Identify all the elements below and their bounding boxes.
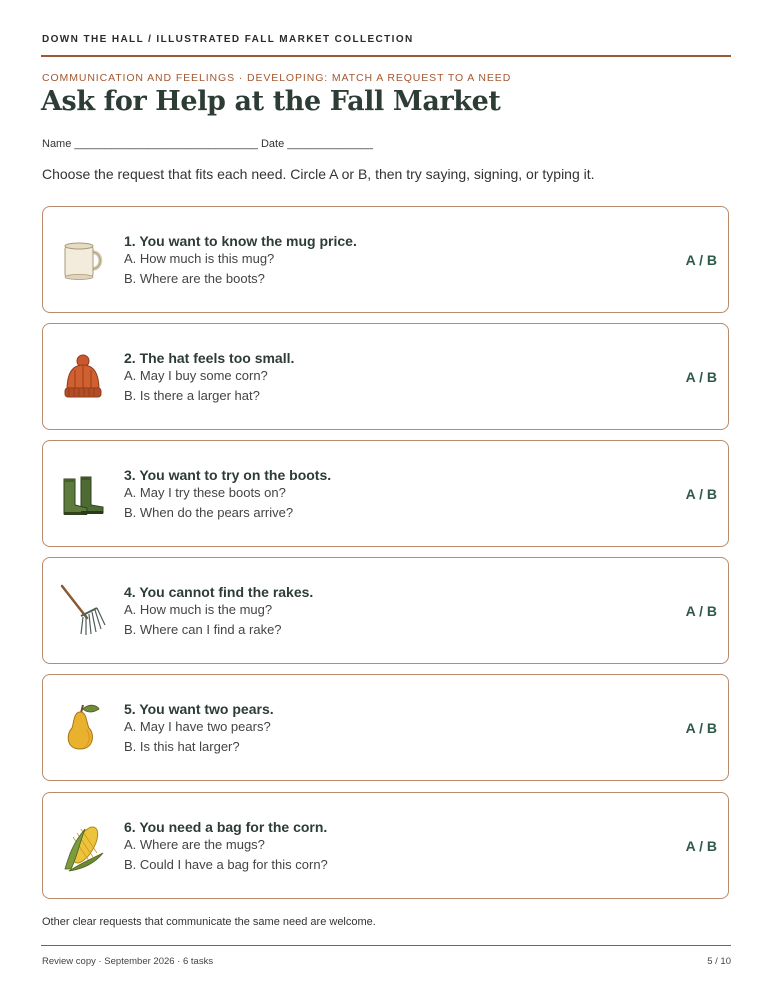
- collection-label: DOWN THE HALL / ILLUSTRATED FALL MARKET COLLECTION: [42, 34, 414, 45]
- section-kicker: COMMUNICATION AND FEELINGS · DEVELOPING: MATCH A REQUEST TO A NEED: [42, 72, 512, 84]
- footer-divider: [41, 945, 731, 946]
- task-prompt: 1. You want to know the mug price.: [124, 233, 357, 249]
- page-number: 5 / 10: [707, 956, 731, 967]
- corn-icon: [59, 819, 107, 873]
- header-divider: [41, 55, 731, 57]
- task-prompt: 4. You cannot find the rakes.: [124, 584, 314, 600]
- option-b: B. Is there a larger hat?: [124, 388, 260, 403]
- task-text-2: [124, 350, 294, 403]
- option-b: B. Where are the boots?: [124, 271, 265, 286]
- mug-icon: [59, 233, 107, 287]
- answer-choice[interactable]: A / B: [685, 252, 717, 268]
- option-b: B. Where can I find a rake?: [124, 622, 282, 637]
- option-b: B. When do the pears arrive?: [124, 505, 294, 520]
- task-text-4: [124, 584, 313, 637]
- option-a: A. May I have two pears?: [124, 719, 271, 734]
- task-card-5: [42, 674, 729, 781]
- option-a: A. How much is the mug?: [124, 602, 273, 617]
- name-date-line: Name ______________________________ Date ______________: [42, 138, 373, 150]
- option-a: A. May I buy some corn?: [124, 368, 268, 383]
- answer-choice[interactable]: A / B: [685, 838, 717, 854]
- task-prompt: 2. The hat feels too small.: [124, 350, 295, 366]
- task-prompt: 6. You need a bag for the corn.: [124, 819, 328, 835]
- task-prompt: 5. You want two pears.: [124, 701, 274, 717]
- task-card-6: [42, 792, 729, 899]
- option-a: A. May I try these boots on?: [124, 485, 286, 500]
- footnote: Other clear requests that communicate the same need are welcome.: [42, 916, 376, 928]
- task-text-1: [124, 233, 357, 286]
- answer-choice[interactable]: A / B: [685, 486, 717, 502]
- pear-icon: [59, 701, 107, 755]
- option-a: A. Where are the mugs?: [124, 837, 265, 852]
- page-title: Ask for Help at the Fall Market: [41, 86, 501, 117]
- option-b: B. Could I have a bag for this corn?: [124, 857, 328, 872]
- answer-choice[interactable]: A / B: [685, 720, 717, 736]
- task-card-4: [42, 557, 729, 664]
- task-card-2: [42, 323, 729, 430]
- option-b: B. Is this hat larger?: [124, 739, 240, 754]
- task-text-3: [124, 467, 331, 520]
- task-text-5: [124, 701, 274, 754]
- footer-meta: Review copy · September 2026 · 6 tasks: [42, 956, 214, 967]
- rake-icon: [59, 584, 107, 638]
- task-card-3: [42, 440, 729, 547]
- option-a: A. How much is this mug?: [124, 251, 275, 266]
- boots-icon: [59, 467, 107, 521]
- task-text-6: [124, 819, 328, 872]
- answer-choice[interactable]: A / B: [685, 603, 717, 619]
- instructions: Choose the request that fits each need. Circle A or B, then try saying, signing, or typing it.: [42, 166, 595, 182]
- answer-choice[interactable]: A / B: [685, 369, 717, 385]
- task-card-1: [42, 206, 729, 313]
- knit-hat-icon: [59, 350, 107, 404]
- task-prompt: 3. You want to try on the boots.: [124, 467, 332, 483]
